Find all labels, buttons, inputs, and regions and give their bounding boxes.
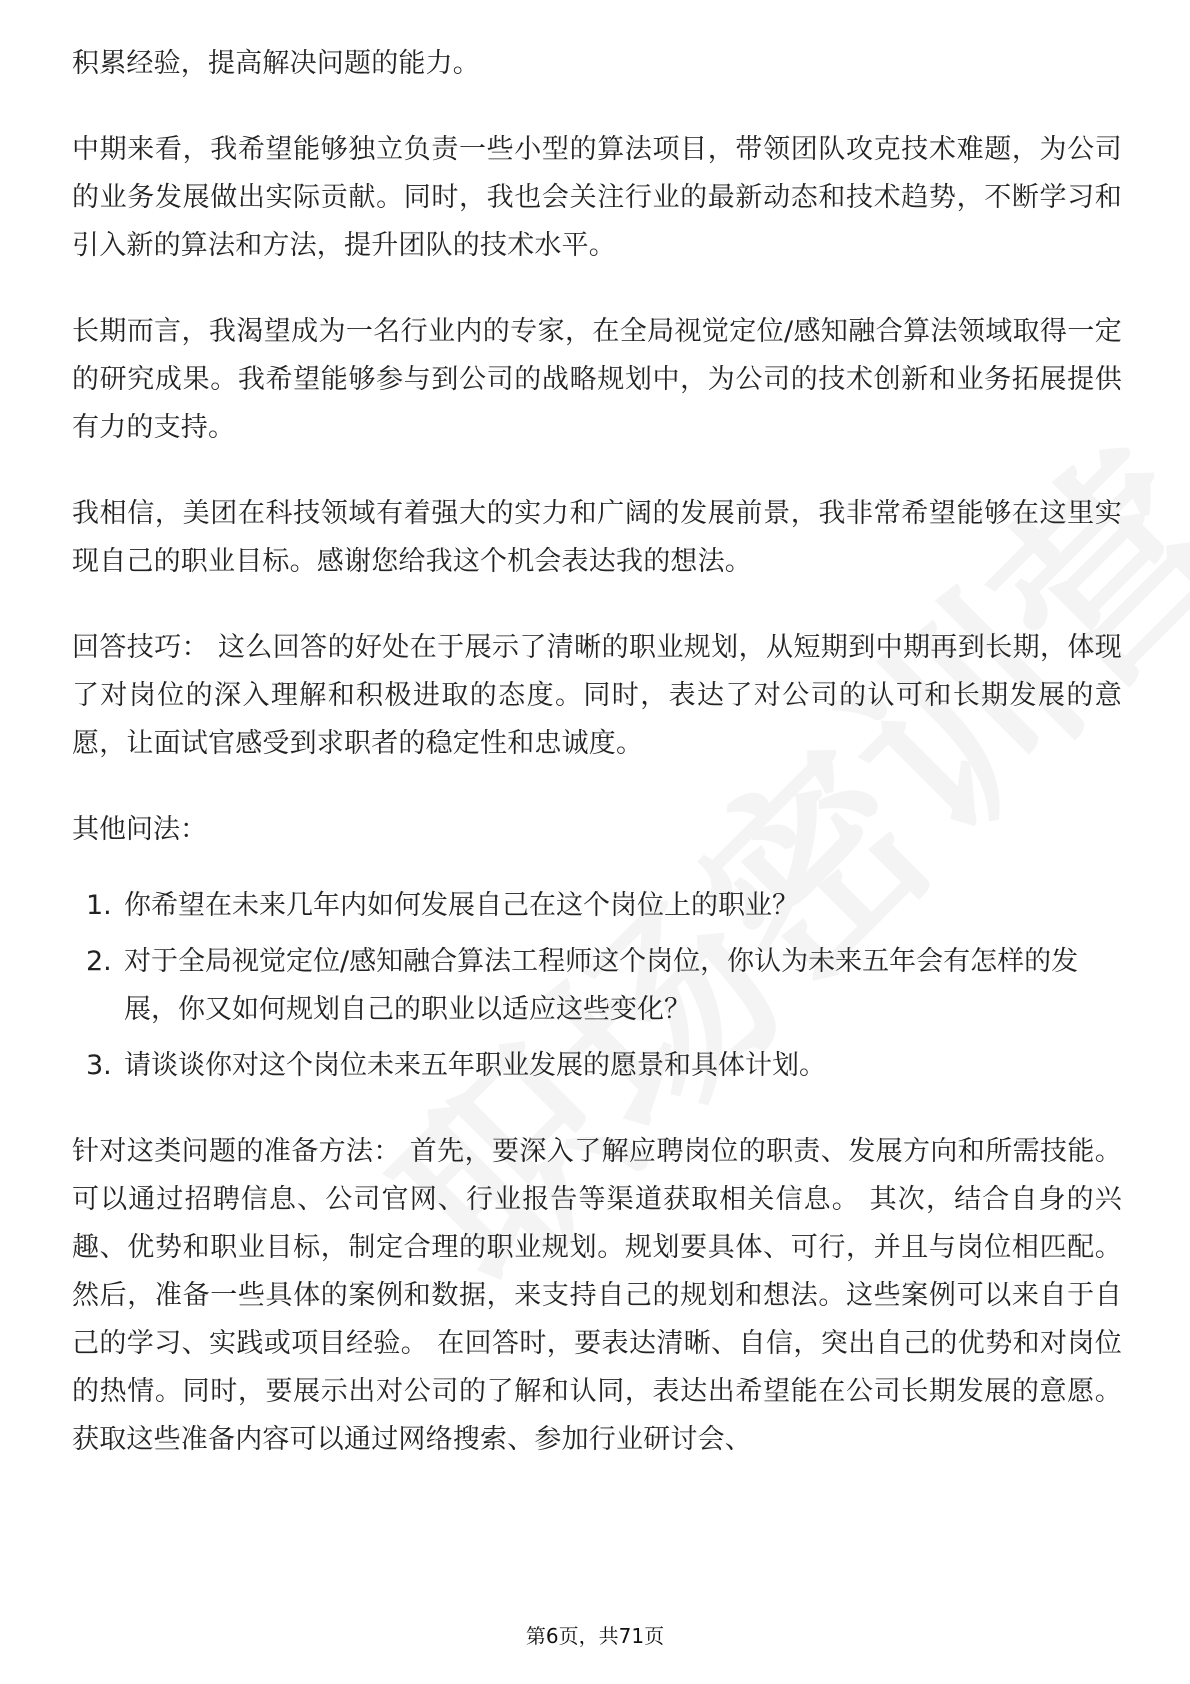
paragraph-conclusion: 我相信，美团在科技领域有着强大的实力和广阔的发展前景，我非常希望能够在这里实现自己的职业目标。感谢您给我这个机会表达我的想法。 [72,498,1122,577]
page-number: 第6页，共71页 [525,1624,665,1648]
paragraph-answer-tips: 回答技巧： 这么回答的好处在于展示了清晰的职业规划，从短期到中期再到长期，体现了对岗位的深入理解和积极进取的态度。同时，表达了对公司的认可和长期发展的意愿，让面试官感受到求职者的稳定性和忠诚度。 [72,632,1122,759]
list-item [72,1042,1122,1090]
paragraph-mid-term: 中期来看，我希望能够独立负责一些小型的算法项目，带领团队攻克技术难题，为公司的业务发展做出实际贡献。同时，我也会关注行业的最新动态和技术趋势，不断学习和引入新的算法和方法，提升团队的技术水平。 [72,134,1122,261]
list-item-number: 3. [86,1050,112,1081]
paragraph-preparation: 针对这类问题的准备方法： 首先，要深入了解应聘岗位的职责、发展方向和所需技能。可以通过招聘信息、公司官网、行业报告等渠道获取相关信息。 其次，结合自身的兴趣、优势和职业目标，制定合理的职业规划。规划要具体、可行，并且与岗位相匹配。 然后，准备一些具体的案例和数据，来支持自己的规划和想法。这些案例可以来自于自己的学习、实践或项目经验。 在回答时，要表达清晰、自信，突出自己的优势和对岗位的热情。同时，要展示出对公司的了解和认同，表达出希望能在公司长期发展的意愿。获取这些准备内容可以通过网络搜索、参加行业研讨会、 [72,1136,1122,1455]
document-page [72,40,1122,1502]
list-item-number: 2. [86,946,112,977]
list-item [72,938,1122,1034]
list-item [72,882,1122,930]
other-questions-heading: 其他问法： [72,814,207,845]
list-item-text: 对于全局视觉定位/感知融合算法工程师这个岗位，你认为未来五年会有怎样的发展，你又如何规划自己的职业以适应这些变化？ [124,946,1079,1025]
list-item-text: 你希望在未来几年内如何发展自己在这个岗位上的职业？ [124,890,799,921]
paragraph-short-term-end: 积累经验，提高解决问题的能力。 [72,48,480,79]
paragraph-long-term: 长期而言，我渴望成为一名行业内的专家，在全局视觉定位/感知融合算法领域取得一定的研究成果。我希望能够参与到公司的战略规划中，为公司的技术创新和业务拓展提供有力的支持。 [72,316,1122,443]
other-questions-list [72,882,1122,1090]
list-item-number: 1. [86,890,112,921]
list-item-text: 请谈谈你对这个岗位未来五年职业发展的愿景和具体计划。 [124,1050,826,1081]
